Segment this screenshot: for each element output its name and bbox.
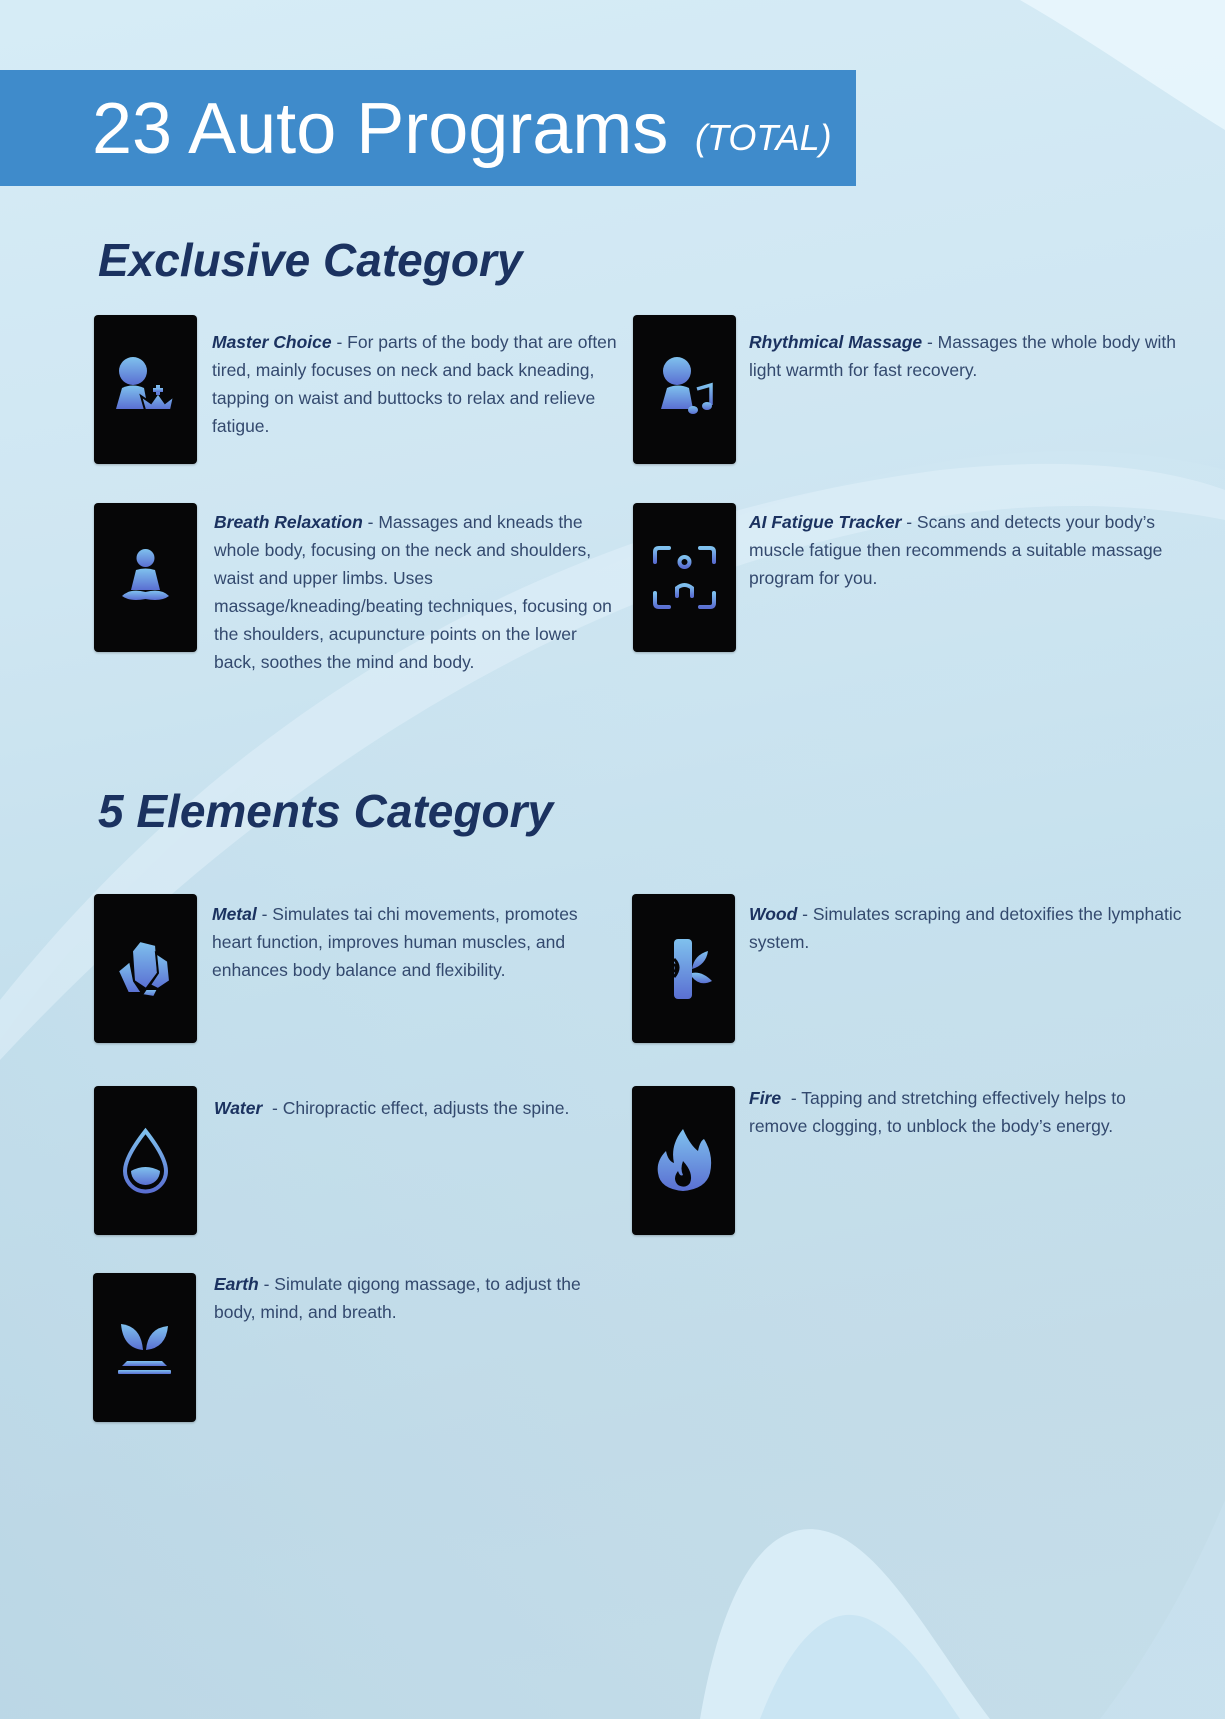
title-banner	[0, 70, 856, 186]
program-name: Water	[214, 1098, 263, 1118]
person-music-note-icon	[647, 352, 722, 427]
program-name: Master Choice	[212, 332, 332, 352]
program-desc-wood: Wood - Simulates scraping and detoxifies the lymphatic system.	[749, 904, 1182, 952]
program-name: Metal	[212, 904, 257, 924]
program-name: Wood	[749, 904, 798, 924]
water-drop-icon	[108, 1123, 183, 1198]
page-title: 23 Auto Programs	[92, 89, 669, 169]
wood-leaf-icon	[646, 931, 721, 1006]
program-desc-earth: Earth - Simulate qigong massage, to adjust the body, mind, and breath.	[214, 1274, 581, 1322]
body-scan-icon	[647, 540, 722, 615]
program-desc-ai-fatigue-tracker: AI Fatigue Tracker - Scans and detects your body’s muscle fatigue then recommends a suitable massage program for you.	[749, 512, 1163, 588]
program-tile-ai-fatigue-tracker	[633, 503, 736, 652]
person-crown-icon	[108, 352, 183, 427]
program-tile-master-choice	[94, 315, 197, 464]
program-desc-metal: Metal - Simulates tai chi movements, promotes heart function, improves human muscles, and enhances body balance and flexibility.	[212, 904, 578, 980]
program-name: Fire	[749, 1088, 782, 1108]
program-desc-water: Water - Chiropractic effect, adjusts the spine.	[214, 1098, 570, 1118]
sprout-icon	[107, 1310, 182, 1385]
meditation-icon	[108, 540, 183, 615]
program-tile-water	[94, 1086, 197, 1235]
program-tile-fire	[632, 1086, 735, 1235]
flame-icon	[646, 1123, 721, 1198]
program-tile-earth	[93, 1273, 196, 1422]
program-tile-metal	[94, 894, 197, 1043]
program-desc-fire: Fire - Tapping and stretching effectively helps to remove clogging, to unblock the body’s energy.	[749, 1088, 1131, 1136]
page-title-suffix: (TOTAL)	[695, 117, 832, 158]
section-title-exclusive: Exclusive Category	[98, 234, 523, 286]
program-tile-wood	[632, 894, 735, 1043]
program-name: Earth	[214, 1274, 259, 1294]
program-desc-master-choice: Master Choice - For parts of the body that are often tired, mainly focuses on neck and back kneading, tapping on waist and buttocks to relax and relieve fatigue.	[212, 332, 617, 436]
program-name: AI Fatigue Tracker	[749, 512, 902, 532]
section-title-elements: 5 Elements Category	[98, 785, 554, 837]
program-desc-rhythmical-massage: Rhythmical Massage - Massages the whole body with light warmth for fast recovery.	[749, 332, 1177, 380]
program-name: Breath Relaxation	[214, 512, 363, 532]
program-desc-breath-relaxation: Breath Relaxation - Massages and kneads the whole body, focusing on the neck and shoulders, waist and upper limbs. Uses massage/kneading/beating techniques, focusing on the shoulders, acupuncture points on the lower back, soothes the mind and body.	[214, 512, 612, 672]
program-tile-breath-relaxation	[94, 503, 197, 652]
program-tile-rhythmical-massage	[633, 315, 736, 464]
crystal-icon	[108, 931, 183, 1006]
program-name: Rhythmical Massage	[749, 332, 923, 352]
